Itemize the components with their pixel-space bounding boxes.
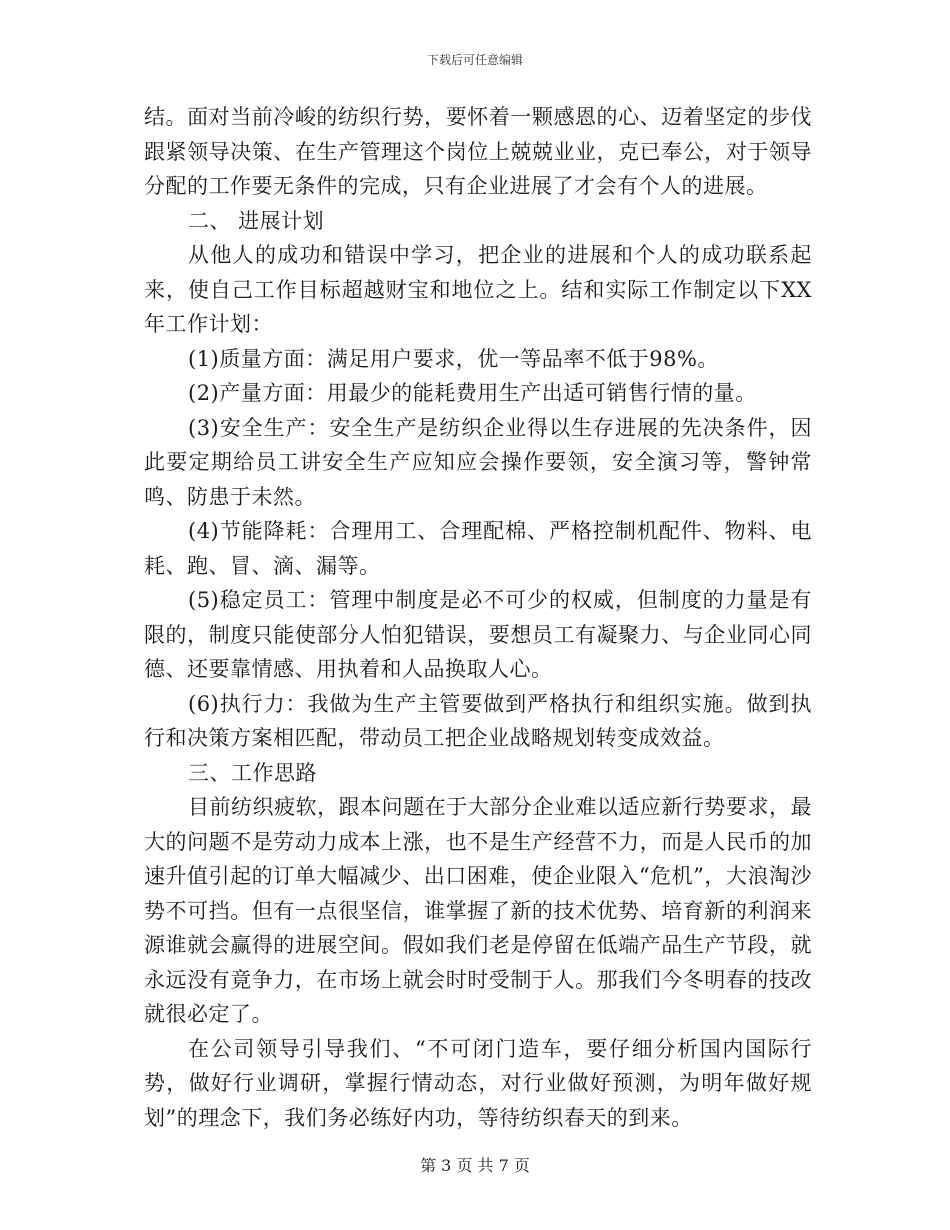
- paragraph-11: 目前纺织疲软，跟本问题在于大部分企业难以适应新行势要求，最大的问题不是劳动力成本上涨，也不是生产经营不力，而是人民币的加速升值引起的订单大幅减少、出口困难，使企业限入“危机”，大浪淘沙势不可挡。但有一点很坚信，谁掌握了新的技术优势、培育新的利润来源谁就会赢得的进展空间。假如我们老是停留在低端产品生产节段，就永远没有竟争力，在市场上就会时时受制于人。那我们今冬明春的技改就很必定了。: [144, 795, 812, 1026]
- plan-item-safety: (3)安全生产：安全生产是纺织企业得以生存进展的先决条件，因此要定期给员工讲安全生产应知应会操作要领，安全演习等，警钟常鸣、防患于未然。: [144, 415, 812, 509]
- plan-item-execution: (6)执行力：我做为生产主管要做到严格执行和组织实施。做到执行和决策方案相匹配，带动员工把企业战略规划转变成效益。: [144, 691, 812, 750]
- page-number: 第 3 页 共 7 页: [420, 1156, 530, 1175]
- plan-item-quality: (1)质量方面：满足用户要求，优一等品率不低于98%。: [188, 346, 719, 371]
- paragraph-1: 结。面对当前冷峻的纺织行势，要怀着一颗感恩的心、迈着坚定的步伐跟紧领导决策、在生产管理这个岗位上兢兢业业，克已奉公，对于领导分配的工作要无条件的完成，只有企业进展了才会有个人的进展。: [144, 105, 812, 198]
- plan-item-energy: (4)节能降耗：合理用工、合理配棉、严格控制机配件、物料、电耗、跑、冒、滴、漏等。: [144, 519, 812, 578]
- heading-plan: 二、 进展计划: [188, 208, 325, 233]
- plan-item-staff: (5)稳定员工：管理中制度是必不可少的权威，但制度的力量是有限的，制度只能使部分人怕犯错误，要想员工有凝聚力、与企业同心同德、还要靠情感、用执着和人品换取人心。: [144, 588, 812, 681]
- paragraph-12: 在公司领导引导我们、“不可闭门造车，要仔细分析国内国际行势，做好行业调研，掌握行情动态，对行业做好预测，为明年做好规划”的理念下，我们务必练好内功，等待纺织春天的到来。: [144, 1036, 812, 1130]
- document-body: [144, 100, 812, 1135]
- plan-item-output: (2)产量方面：用最少的能耗费用生产出适可销售行情的量。: [188, 381, 757, 405]
- page-header: 下载后可任意编辑: [426, 53, 523, 67]
- heading-approach: 三、工作思路: [188, 760, 317, 785]
- paragraph-3: 从他人的成功和错误中学习，把企业的进展和个人的成功联系起来，使自己工作目标超越财宝和地位之上。结和实际工作制定以下XX年工作计划：: [144, 243, 812, 336]
